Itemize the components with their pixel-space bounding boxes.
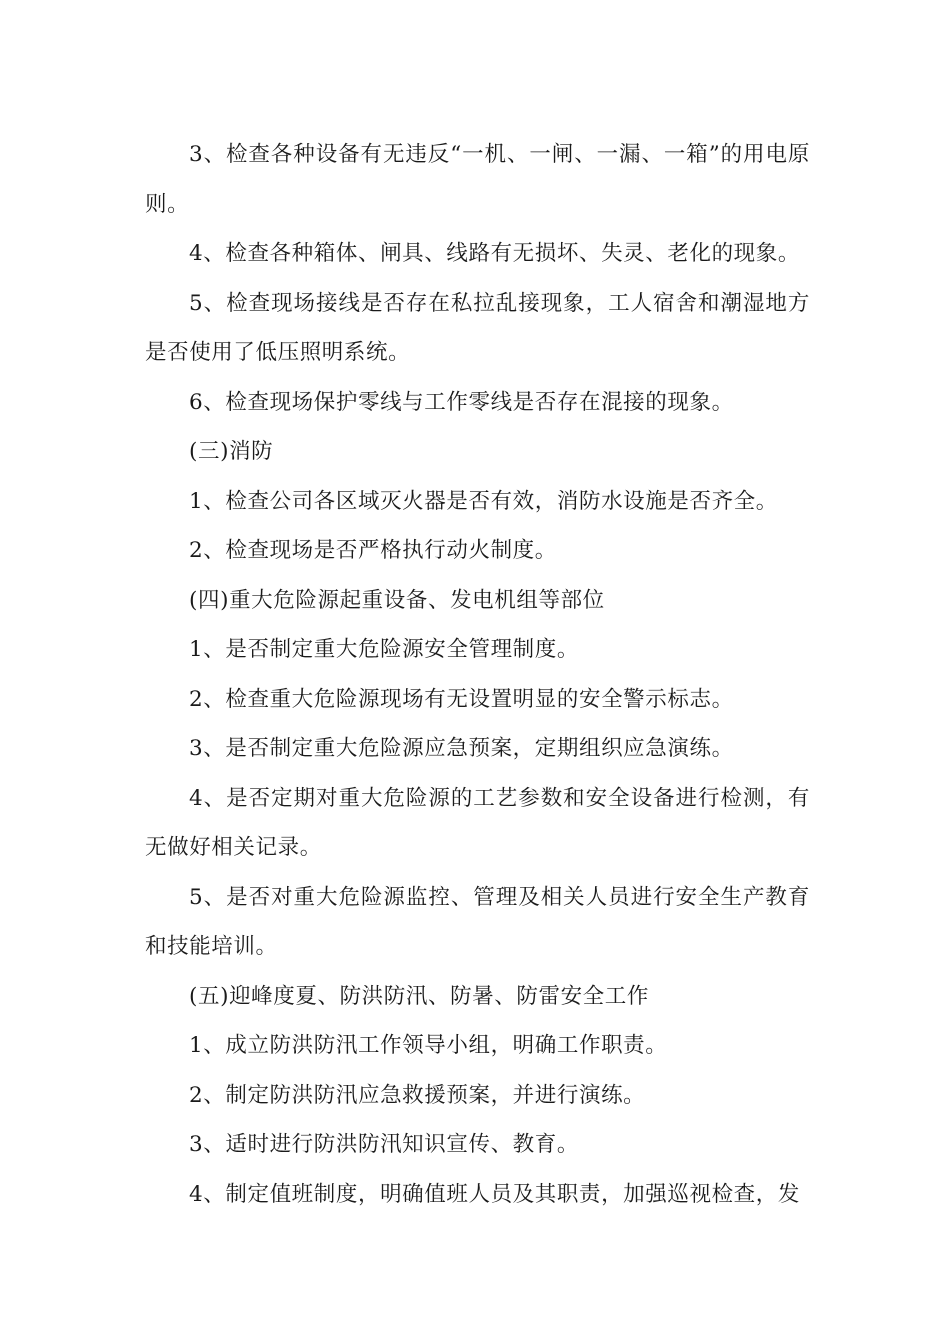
paragraph-hot-work-check: 2、检查现场是否严格执行动火制度。: [189, 538, 557, 563]
paragraph-safety-training: 5、是否对重大危险源监控、管理及相关人员进行安全生产教育和技能培训。: [145, 884, 810, 959]
paragraph-flood-plan: 2、制定防洪防汛应急救援预案，并进行演练。: [189, 1082, 646, 1108]
paragraph-emergency-plan: 3、是否制定重大危险源应急预案，定期组织应急演练。: [189, 736, 734, 761]
paragraph-hazard-management: 1、是否制定重大危险源安全管理制度。: [189, 637, 579, 662]
paragraph-neutral-line-check: 6、检查现场保护零线与工作零线是否存在混接的现象。: [189, 389, 734, 415]
paragraph-wiring-check: 5、检查现场接线是否存在私拉乱接现象，工人宿舍和潮湿地方是否使用了低压照明系统。: [145, 290, 810, 365]
paragraph-flood-education: 3、适时进行防洪防汛知识宣传、教育。: [189, 1132, 579, 1157]
paragraph-warning-signs: 2、检查重大危险源现场有无设置明显的安全警示标志。: [189, 686, 734, 712]
section-heading-fire: (三)消防: [189, 439, 274, 464]
paragraph-box-inspection: 4、检查各种箱体、闸具、线路有无损坏、失灵、老化的现象。: [189, 241, 800, 266]
section-heading-hazard-sources: (四)重大危险源起重设备、发电机组等部位: [189, 587, 605, 613]
paragraph-electric-principle: 3、检查各种设备有无违反“一机、一闸、一漏、一箱”的用电原则。: [145, 142, 810, 217]
section-heading-summer-flood: (五)迎峰度夏、防洪防汛、防暑、防雷安全工作: [189, 983, 649, 1009]
paragraph-periodic-testing: 4、是否定期对重大危险源的工艺参数和安全设备进行检测，有无做好相关记录。: [145, 785, 810, 860]
document-body: [145, 130, 810, 1219]
paragraph-duty-system: 4、制定值班制度，明确值班人员及其职责，加强巡视检查，发: [189, 1181, 800, 1207]
paragraph-flood-team: 1、成立防洪防汛工作领导小组，明确工作职责。: [189, 1033, 668, 1058]
paragraph-extinguisher-check: 1、检查公司各区域灭火器是否有效，消防水设施是否齐全。: [189, 488, 778, 514]
